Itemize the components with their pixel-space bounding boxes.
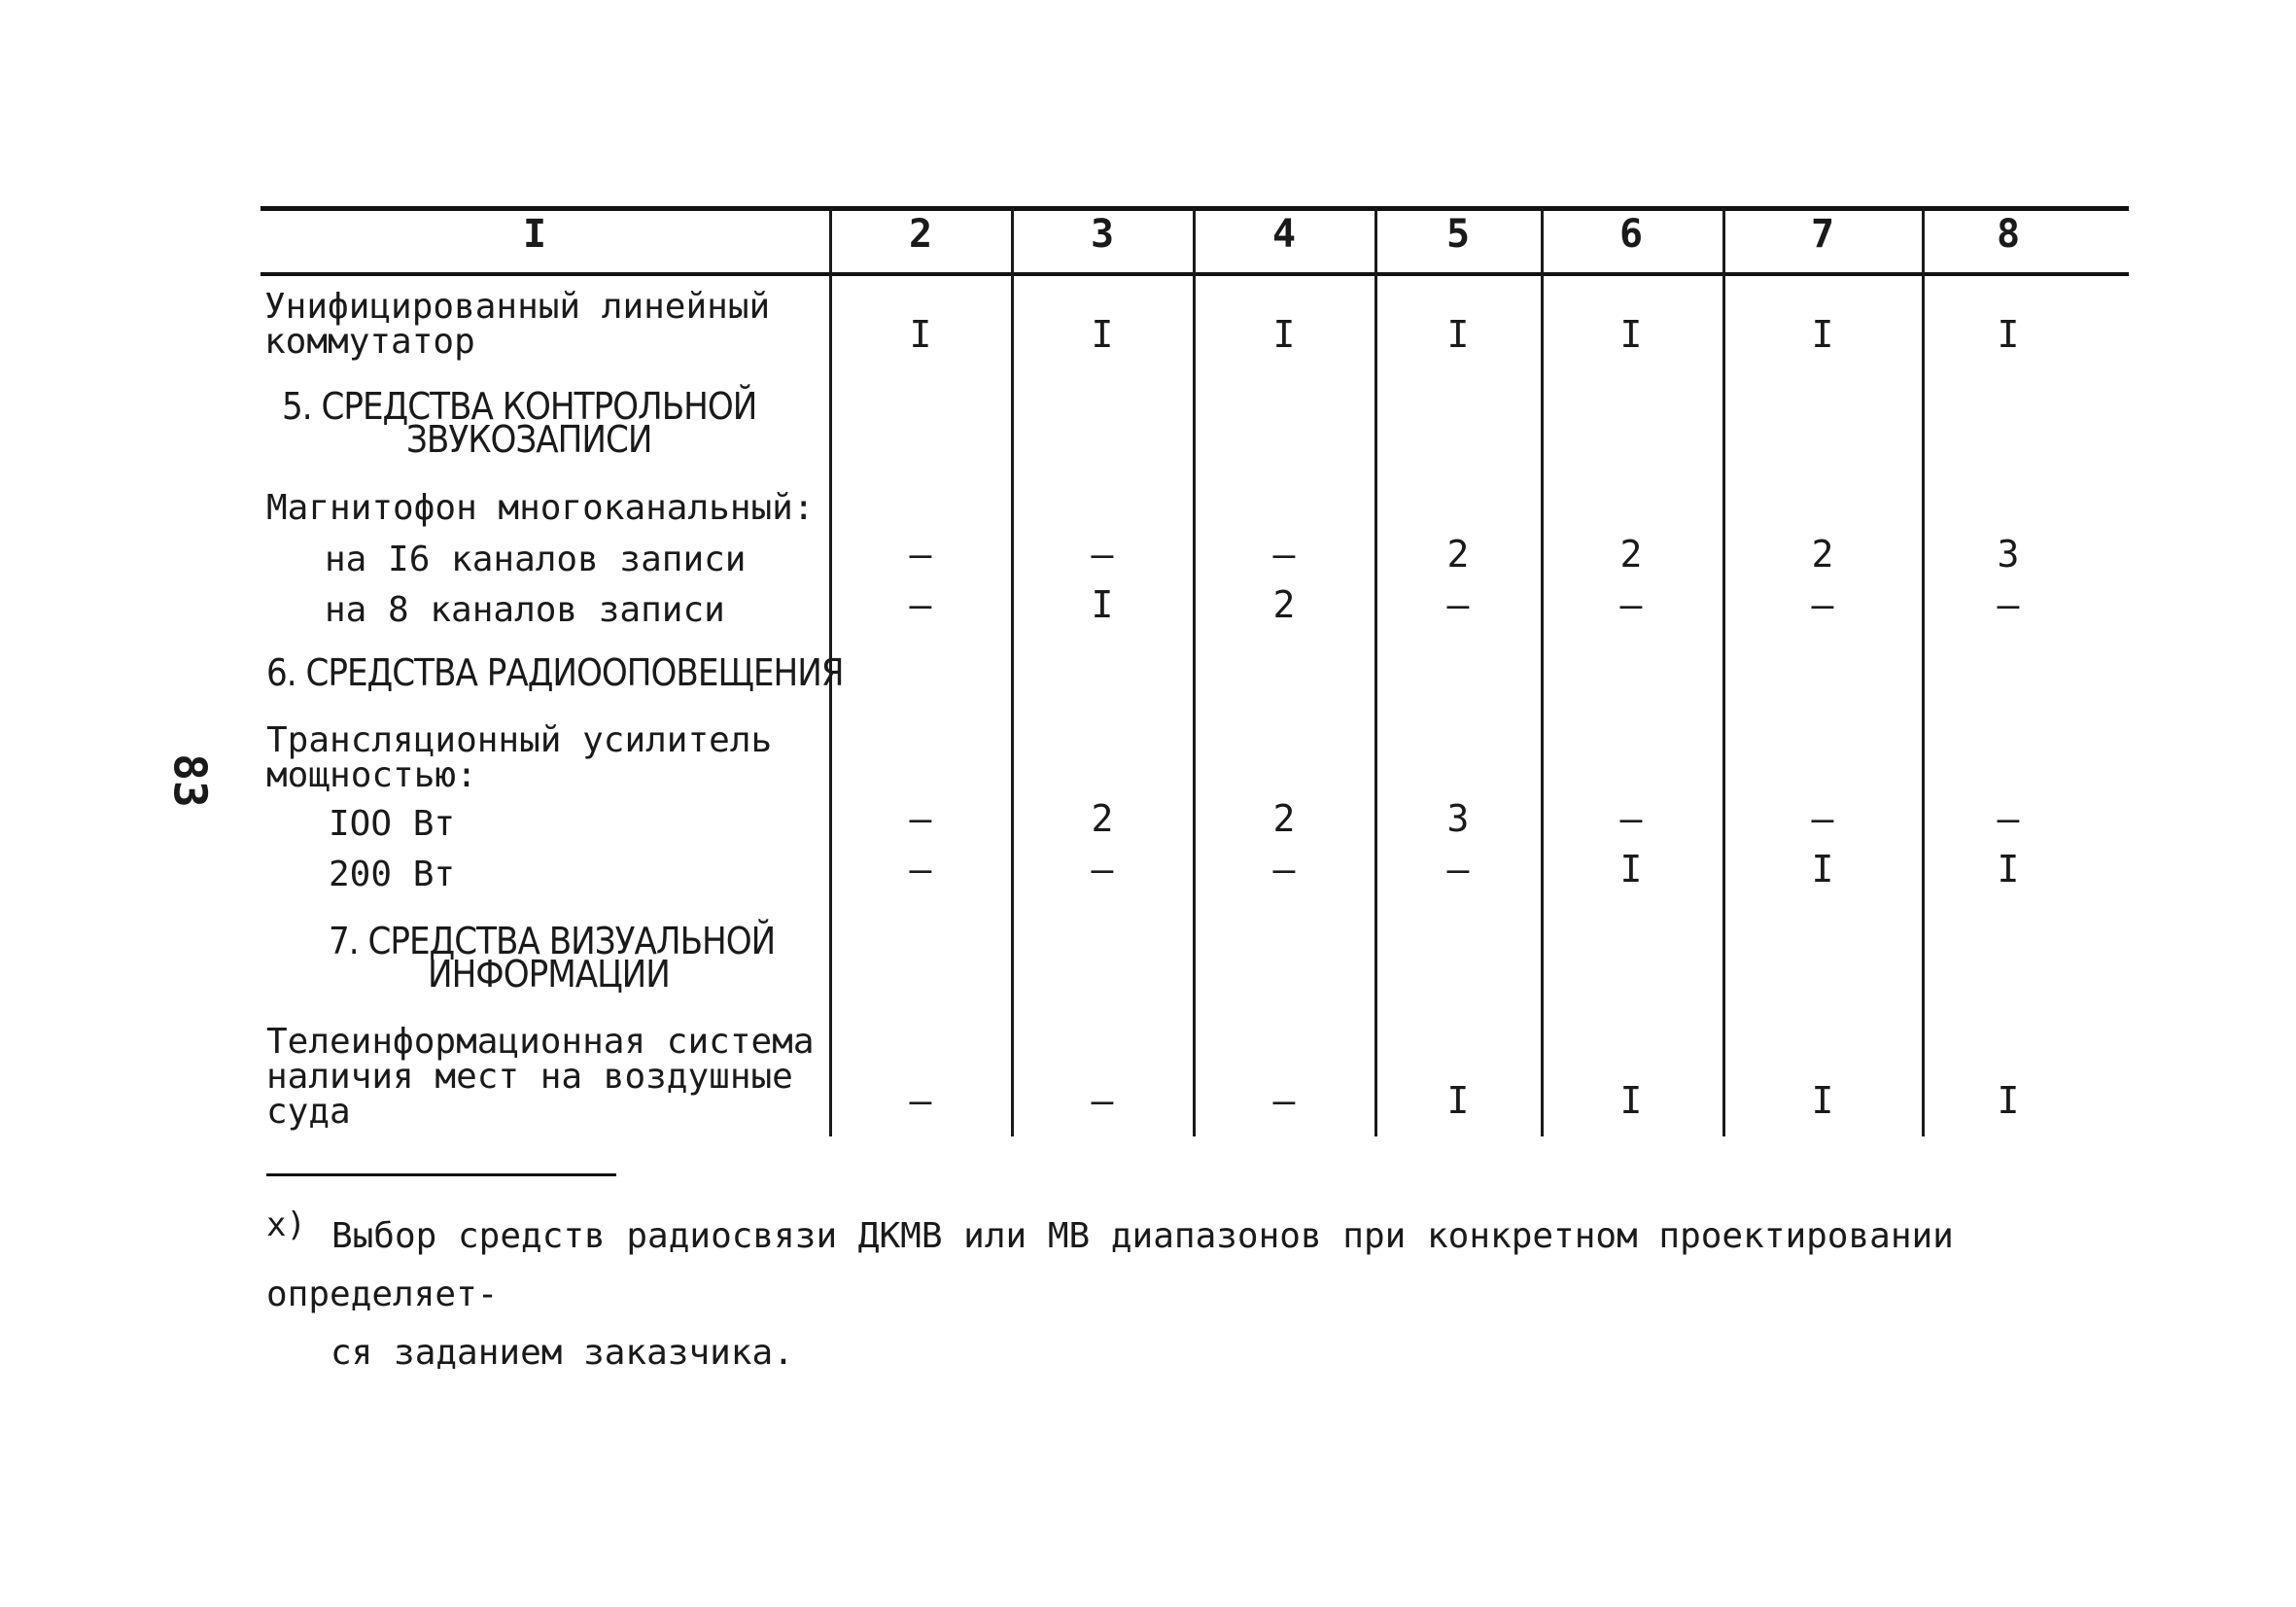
section-heading: 6. СРЕДСТВА РАДИООПОВЕЩЕНИЯ xyxy=(266,651,844,694)
table-cell: 2 xyxy=(1811,533,1834,576)
table-cell: 3 xyxy=(1997,533,2020,576)
footnote-line-2: ся заданием заказчика. xyxy=(330,1333,794,1373)
table-cell: 2 xyxy=(1619,533,1643,576)
table-cell: 2 xyxy=(1446,533,1470,576)
section-heading: ИНФОРМАЦИИ xyxy=(428,953,670,996)
header-cell-8: 8 xyxy=(1996,212,2021,257)
table-cell: – xyxy=(1272,1079,1296,1122)
header-cell-6: 6 xyxy=(1618,212,1644,257)
header-cell-3: 3 xyxy=(1090,212,1115,257)
row-label: Трансляционный усилитель xyxy=(266,720,773,760)
table-cell: I xyxy=(1446,313,1470,356)
row-label: Телеинформационная система xyxy=(266,1022,815,1062)
table-cell: – xyxy=(1619,797,1643,840)
footnote xyxy=(266,1196,2162,1382)
table-cell: – xyxy=(909,533,932,576)
row-label: Унифицированный линейный xyxy=(264,287,771,327)
table-cell: – xyxy=(1619,583,1643,626)
footnote-mark: х) xyxy=(266,1205,306,1244)
table-cell: I xyxy=(1997,313,2020,356)
row-label: на 8 каналов записи xyxy=(325,590,725,630)
table-cell: – xyxy=(1811,797,1834,840)
table-cell: 2 xyxy=(1272,583,1296,626)
column-divider xyxy=(1922,208,1925,1136)
table-cell: I xyxy=(1997,848,2020,891)
table-cell: I xyxy=(1811,848,1834,891)
table-cell: I xyxy=(909,313,932,356)
table-cell: I xyxy=(1446,1079,1470,1122)
row-label: мощностью: xyxy=(266,755,477,795)
header-cell-4: 4 xyxy=(1271,212,1297,257)
table-cell: – xyxy=(1997,583,2020,626)
table-cell: I xyxy=(1811,313,1834,356)
table-cell: – xyxy=(909,797,932,840)
table-cell: I xyxy=(1811,1079,1834,1122)
table-cell: – xyxy=(909,848,932,891)
table-cell: – xyxy=(1272,533,1296,576)
table-cell: – xyxy=(909,583,932,626)
section-heading: 7. СРЕДСТВА ВИЗУАЛЬНОЙ xyxy=(329,920,776,962)
table-cell: I xyxy=(1619,313,1643,356)
table-cell: – xyxy=(1272,848,1296,891)
table-cell: – xyxy=(1446,583,1470,626)
row-label: 200 Вт xyxy=(329,855,456,894)
column-divider xyxy=(1722,208,1725,1136)
section-heading: ЗВУКОЗАПИСИ xyxy=(406,418,652,461)
table-cell: I xyxy=(1619,848,1643,891)
footnote-text: Выбор средств радиосвязи ДКМВ или МВ диапазонов при конкретном проектировании определяет- xyxy=(266,1216,1954,1314)
table-cell: I xyxy=(1091,583,1114,626)
table-cell: – xyxy=(1446,848,1470,891)
table-cell: – xyxy=(1091,1079,1114,1122)
table-cell: I xyxy=(1091,313,1114,356)
column-divider xyxy=(1541,208,1544,1136)
table-cell: 2 xyxy=(1272,797,1296,840)
header-cell-5: 5 xyxy=(1445,212,1471,257)
column-divider xyxy=(1011,208,1014,1136)
table-cell: – xyxy=(1811,583,1834,626)
table-cell: – xyxy=(1997,797,2020,840)
header-cell-7: 7 xyxy=(1810,212,1835,257)
column-divider xyxy=(1193,208,1196,1136)
table-cell: I xyxy=(1272,313,1296,356)
header-cell-1: I xyxy=(522,212,547,257)
column-divider xyxy=(1374,208,1377,1136)
page-number: 83 xyxy=(163,753,217,808)
table-cell: I xyxy=(1619,1079,1643,1122)
table-cell: – xyxy=(909,1079,932,1122)
table-cell: 3 xyxy=(1446,797,1470,840)
row-label: Магнитофон многоканальный: xyxy=(266,488,815,528)
table-cell: 2 xyxy=(1091,797,1114,840)
table-cell: – xyxy=(1091,848,1114,891)
row-label: коммутатор xyxy=(264,322,475,362)
table-cell: I xyxy=(1997,1079,2020,1122)
footnote-separator xyxy=(266,1173,616,1176)
header-cell-2: 2 xyxy=(908,212,933,257)
row-label: IОО Вт xyxy=(329,804,456,844)
row-label: наличия мест на воздушные xyxy=(266,1057,793,1097)
section-heading: 5. СРЕДСТВА КОНТРОЛЬНОЙ xyxy=(282,385,757,428)
row-label: суда xyxy=(266,1092,351,1132)
footnote-line-1 xyxy=(266,1196,2162,1324)
table-cell: – xyxy=(1091,533,1114,576)
row-label: на I6 каналов записи xyxy=(325,540,747,579)
